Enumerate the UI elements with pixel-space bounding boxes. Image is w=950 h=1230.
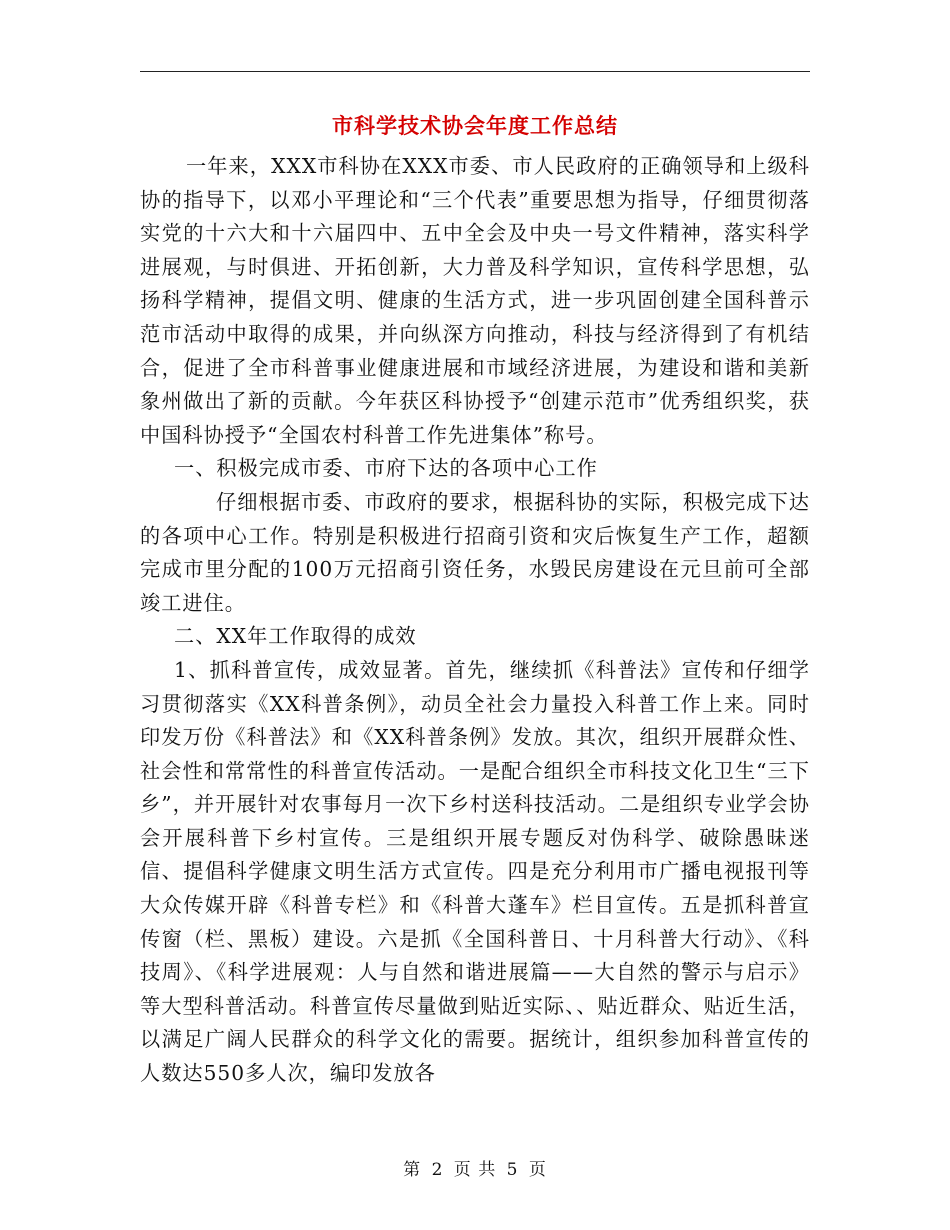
footer-total-pages: 5	[506, 1160, 519, 1180]
page-footer	[0, 1155, 950, 1180]
footer-prefix: 第	[403, 1160, 422, 1180]
document-body	[140, 150, 810, 1091]
footer-suffix: 页	[528, 1160, 547, 1180]
section-heading-1: 一、积极完成市委、市府下达的各项中心工作	[174, 456, 598, 481]
paragraph-intro: 一年来，XXX市科协在XXX市委、市人民政府的正确领导和上级科协的指导下，以邓小平理论和“三个代表”重要思想为指导，仔细贯彻落实党的十六大和十六届四中、五中全会及中央一号文件精神，落实科学进展观，与时俱进、开拓创新，大力普及科学知识，宣传科学思想，弘扬科学精神，提倡文明、健康的生活方式，进一步巩固创建全国科普示范市活动中取得的成果，并向纵深方向推动，科技与经济得到了有机结合，促进了全市科普事业健康进展和市域经济进展，为建设和谐和美新象州做出了新的贡献。今年获区科协授予“创建示范市”优秀组织奖，获中国科协授予“全国农村科普工作先进集体”称号。	[140, 154, 810, 447]
footer-page-number: 2	[431, 1160, 444, 1180]
footer-middle: 页 共	[453, 1160, 497, 1180]
header-rule	[140, 71, 810, 72]
paragraph-item-1: 1、抓科普宣传，成效显著。首先，继续抓《科普法》宣传和仔细学习贯彻落实《XX科普条例》，动员全社会力量投入科普工作上来。同时印发万份《科普法》和《XX科普条例》发放。其次，组织开展群众性、社会性和常常性的科普宣传活动。一是配合组织全市科技文化卫生“三下乡”，并开展针对农事每月一次下乡村送科技活动。二是组织专业学会协会开展科普下乡村宣传。三是组织开展专题反对伪科学、破除愚昧迷信、提倡科学健康文明生活方式宣传。四是充分利用市广播电视报刊等大众传媒开辟《科普专栏》和《科普大蓬车》栏目宣传。五是抓科普宣传窗（栏、黑板）建设。六是抓《全国科普日、十月科普大行动》、《科技周》、《科学进展观：人与自然和谐进展篇——大自然的警示与启示》等大型科普活动。科普宣传尽量做到贴近实际、、贴近群众、贴近生活，以满足广阔人民群众的科学文化的需要。据统计，组织参加科普宣传的人数达550多人次，编印发放各	[140, 657, 810, 1086]
document-title: 市科学技术协会年度工作总结	[332, 114, 618, 138]
paragraph-section-1: 仔细根据市委、市政府的要求，根据科协的实际，积极完成下达的各项中心工作。特别是积极进行招商引资和灾后恢复生产工作，超额完成市里分配的100万元招商引资任务，水毁民房建设在元旦前可全部竣工进住。	[140, 489, 810, 615]
section-heading-2: 二、XX年工作取得的成效	[174, 624, 417, 649]
